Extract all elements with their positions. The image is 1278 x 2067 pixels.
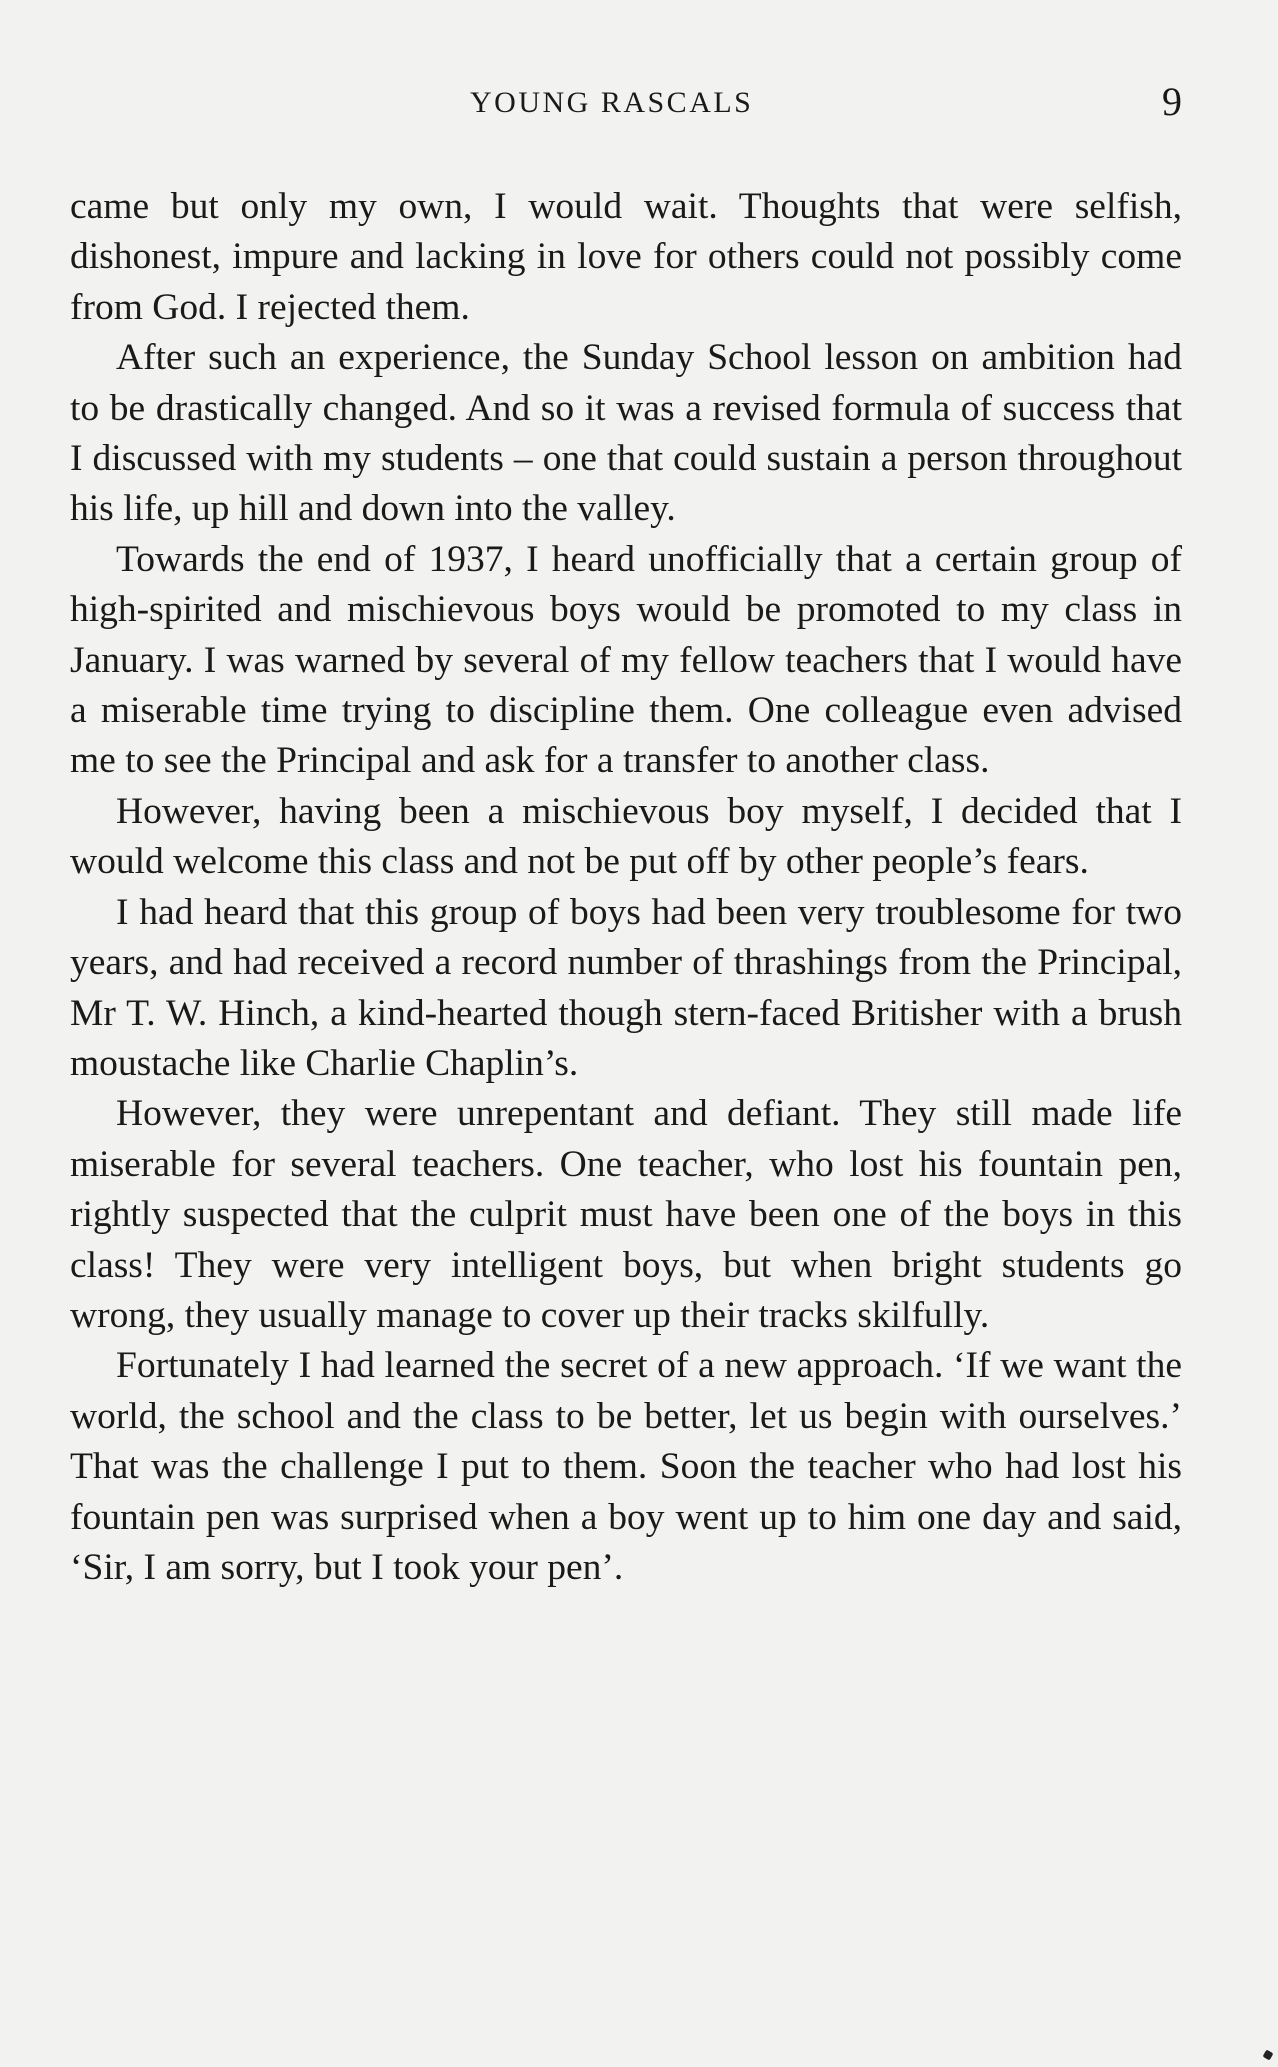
page-corner-mark bbox=[1263, 2050, 1274, 2061]
paragraph-new-approach: Fortunately I had learned the secret of a new approach. ‘If we want the world, the school and the class to be better, let us begin with ourselves.’ That was the challenge I put to them. Soon the teacher who had lost his fountain pen was surprised when a boy went up to him one day and said, ‘Sir, I am sorry, but I took your pen’. bbox=[70, 1345, 1182, 1588]
body-text bbox=[70, 182, 1182, 1593]
paragraph-continuation: came but only my own, I would wait. Thoughts that were selfish, dishonest, impure and lacking in love for others could not possibly come from God. I rejected them. bbox=[70, 186, 1182, 328]
paragraph-1937-class: Towards the end of 1937, I heard unofficially that a certain group of high-spirited and mischievous boys would be promoted to my class in January. I was warned by several of my fellow teachers that I would have a miserable time trying to discipline them. One colleague even advised me to see the Principal and ask for a transfer to another class. bbox=[70, 538, 1182, 782]
paragraph-welcome-class: However, having been a mischievous boy myself, I decided that I would welcome this class and not be put off by other people’s fears. bbox=[70, 790, 1182, 883]
running-title: YOUNG RASCALS bbox=[470, 86, 754, 119]
running-head bbox=[0, 79, 1278, 126]
paragraph-sunday-school: After such an experience, the Sunday School lesson on ambition had to be drastically changed. And so it was a revised formula of success that I discussed with my students – one that could sustain a person throughout his life, up hill and down into the valley. bbox=[70, 337, 1182, 530]
paragraph-unrepentant: However, they were unrepentant and defiant. They still made life miserable for several teachers. One teacher, who lost his fountain pen, rightly suspected that the culprit must have been one of the boys in this class! They were very intelligent boys, but when bright students go wrong, they usually manage to cover up their tracks skilfully. bbox=[70, 1093, 1182, 1336]
page-number: 9 bbox=[1162, 79, 1182, 124]
paragraph-troublesome-boys: I had heard that this group of boys had been very troublesome for two years, and had received a record number of thrashings from the Principal, Mr T. W. Hinch, a kind-hearted though stern-faced Britisher with a brush moustache like Charlie Chaplin’s. bbox=[70, 891, 1182, 1084]
